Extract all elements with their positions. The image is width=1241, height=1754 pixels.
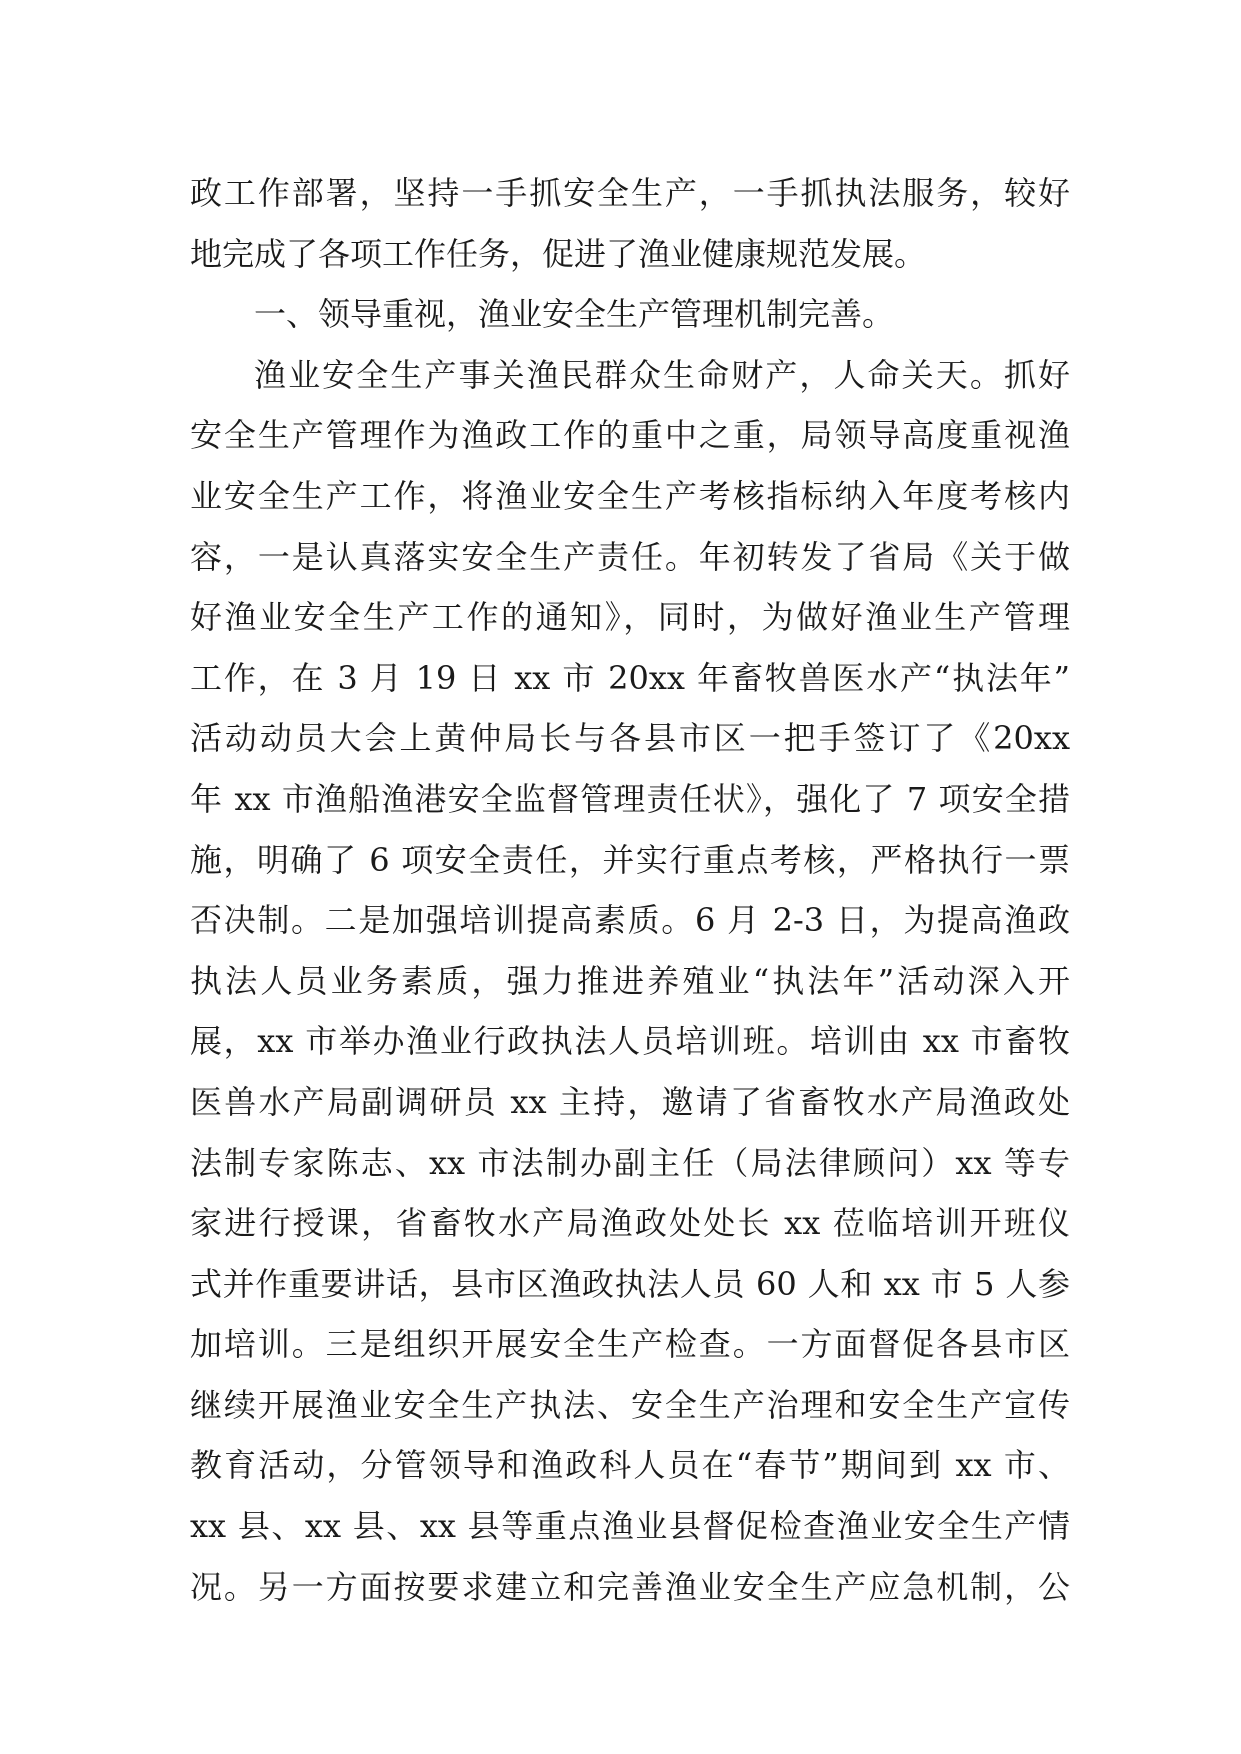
text-line: 好渔业安全生产工作的通知》，同时，为做好渔业生产管理 [190,598,1070,637]
text-line: 渔业安全生产事关渔民群众生命财产，人命关天。抓好 [254,355,1070,394]
body-text [190,163,1070,1617]
text-line: 容，一是认真落实安全生产责任。年初转发了省局《关于做 [190,537,1070,576]
text-line: 地完成了各项工作任务，促进了渔业健康规范发展。 [190,234,927,273]
text-line: 否决制。二是加强培训提高素质。6 月 2-3 日，为提高渔政 [190,901,1070,940]
text-line: 执法人员业务素质，强力推进养殖业“执法年”活动深入开 [190,961,1070,1000]
text-line: 式并作重要讲话，县市区渔政执法人员 60 人和 xx 市 5 人参 [190,1264,1070,1303]
text-line: 况。另一方面按要求建立和完善渔业安全生产应急机制，公 [190,1567,1070,1606]
text-line: 医兽水产局副调研员 xx 主持，邀请了省畜牧水产局渔政处 [190,1082,1070,1121]
text-line: 工作，在 3 月 19 日 xx 市 20xx 年畜牧兽医水产“执法年” [190,658,1070,697]
text-line: 业安全生产工作，将渔业安全生产考核指标纳入年度考核内 [190,476,1070,515]
main-paragraph [190,345,1070,1617]
text-line: 继续开展渔业安全生产执法、安全生产治理和安全生产宣传 [190,1385,1070,1424]
text-line: 加培训。三是组织开展安全生产检查。一方面督促各县市区 [190,1325,1070,1364]
text-line: 政工作部署，坚持一手抓安全生产，一手抓执法服务，较好 [190,174,1070,212]
section-heading: 一、领导重视，渔业安全生产管理机制完善。 [254,295,895,334]
text-line: 活动动员大会上黄仲局长与各县市区一把手签订了《20xx [190,719,1070,758]
text-line: 展，xx 市举办渔业行政执法人员培训班。培训由 xx 市畜牧 [190,1022,1070,1061]
text-line: 法制专家陈志、xx 市法制办副主任（局法律顾问）xx 等专 [190,1143,1070,1182]
text-line: 年 xx 市渔船渔港安全监督管理责任状》，强化了 7 项安全措 [190,779,1070,818]
text-line: 教育活动，分管领导和渔政科人员在“春节”期间到 xx 市、 [190,1446,1070,1485]
text-line: 安全生产管理作为渔政工作的重中之重，局领导高度重视渔 [190,416,1070,455]
text-line: xx 县、xx 县、xx 县等重点渔业县督促检查渔业安全生产情 [190,1507,1070,1546]
text-line: 施，明确了 6 项安全责任，并实行重点考核，严格执行一票 [190,840,1070,879]
text-line: 家进行授课，省畜牧水产局渔政处处长 xx 莅临培训开班仪 [190,1204,1070,1243]
intro-paragraph [190,163,1070,284]
